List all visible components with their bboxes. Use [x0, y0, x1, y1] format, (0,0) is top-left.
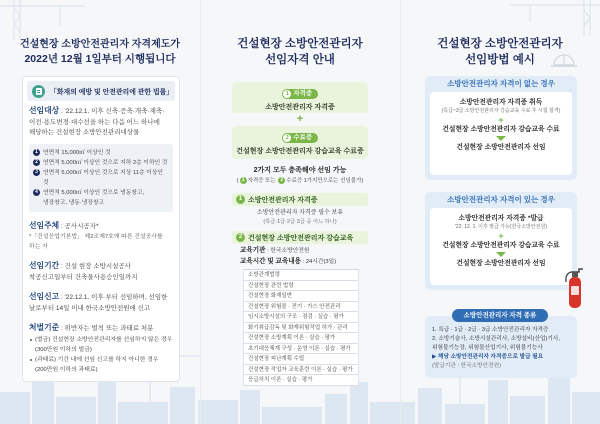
target-list: [29, 144, 173, 212]
left-title-line1: 건설현장 소방안전관리자 자격제도가: [19, 39, 181, 50]
regulation-content: [23, 101, 179, 375]
requirement-text: 소방안전관리자 자격증: [265, 104, 335, 111]
left-panel: [0, 0, 200, 424]
report-label: 선임신고: [29, 292, 60, 301]
requirement-tag-label: 수료증: [293, 134, 313, 141]
requirement-tag: [282, 89, 318, 99]
law-title: 「화재의 예방 및 안전관리에 관한 법률」: [50, 89, 174, 96]
note-number-2: 2: [278, 177, 285, 184]
report-text: : '22.12.1. 이후 부터 선임하며, 선임한 날로부터 14일 이내 한국소방안전원에 신고: [29, 294, 168, 312]
both-required-note: [200, 177, 400, 186]
requirement-certificate-box: [232, 82, 368, 113]
plus-sign: +: [498, 231, 504, 241]
table-row: 초기대응체계 구성 · 운영 이론 · 실습 · 평가: [244, 344, 358, 355]
section-title: 건설현장 소방안전관리자 강습교육: [248, 234, 354, 242]
target-paragraph: [29, 106, 173, 139]
requirement-tag: [282, 133, 318, 143]
list-item: [33, 158, 169, 168]
section-title: 소방안전관리자 자격증: [248, 196, 318, 204]
qualification-issuer: (발급기관 : 한국소방안전원): [432, 363, 501, 369]
table-row: 건설현장 위험물 · 전기 · 가스 안전관리: [244, 302, 358, 313]
item-text: 연면적 5,000㎡ 이상인 것으로 지하 2층 이하인 것: [43, 159, 168, 166]
middle-title-line1: 건설현장 소방안전관리자: [237, 38, 363, 50]
middle-title-line2: 선임자격 안내: [265, 54, 335, 66]
item-number-badge: 4: [33, 189, 40, 196]
regulation-box: [22, 76, 180, 382]
subject-label: 선임주체: [29, 220, 60, 230]
law-header: [27, 81, 175, 101]
target-text: : '22.12.1. 이후 신축·증축·개축·재축·이전·용도변경·대수선을 하는 다음 어느 하나에 해당하는 건설현장 소방안전관리대상물: [29, 108, 165, 136]
table-row: 건설현장 화재일반: [244, 291, 358, 302]
right-title-line2: 선임방법 예시: [465, 54, 535, 66]
subject-note: *「건설산업기본법」 제2조제7호에 따른 건설공사를 하는 자: [29, 234, 163, 250]
section-number: 1: [236, 195, 245, 204]
item-text: 연면적 15,000㎡ 이상인 것: [43, 149, 111, 156]
target-label: 선임대상: [29, 106, 60, 115]
item-number-badge: 2: [33, 159, 40, 166]
case-header: 소방안전관리자 자격이 있는 경우: [447, 195, 555, 204]
note-number-1: 1: [240, 177, 247, 184]
section-number: 2: [236, 233, 245, 242]
step-acquire-certificate: 소방안전관리자 자격증 취득: [459, 99, 543, 106]
education-hours: [240, 257, 370, 267]
requirement-number: 1: [283, 90, 291, 98]
qualification-types-box: [425, 316, 577, 378]
case-no-qualification: [425, 76, 577, 180]
case-header: 소방안전관리자 자격이 없는 경우: [447, 79, 555, 88]
fire-extinguisher-icon: [562, 266, 586, 310]
qualification-types-note: ▶ 해당 소방안전관리자 자격증으로 발급 필요: [432, 354, 544, 360]
qualification-types-title: 소방안전관리자 자격 종류: [452, 309, 548, 322]
penalty-fine-item: (벌금) 건설현장 소방안전관리자를 선임하지 않은 경우(300만원 이하의 벌금): [29, 335, 173, 355]
requirement-number: 2: [283, 134, 291, 142]
left-title-line2: 2022년 12월 1일부터 시행됩니다: [24, 53, 176, 65]
period-paragraph: [29, 261, 173, 283]
penalty-label: 처벌기준: [29, 323, 60, 332]
table-row: 임시소방시설의 구조 · 점검 · 실습 · 평가: [244, 312, 358, 323]
period-text: : 건설 현장 소방시설공사 착공신고일부터 건축물사용승인일까지: [29, 263, 138, 281]
list-item: [33, 148, 169, 158]
qualification-type-item: 2. 소방기술사, 소방시설관리사, 소방설비(산업)기사, 위험물기능장, 위험물산업기사, 위험물기능사: [432, 336, 560, 351]
plus-sign: +: [498, 115, 504, 125]
penalty-text: : 위반자는 벌칙 또는 과태료 처분: [59, 325, 154, 332]
institution-value: : 한국소방안전원: [265, 248, 310, 254]
note-part-2: 수료증 1가지만으로는 선임불가): [286, 178, 364, 184]
curriculum-table: [243, 269, 359, 386]
arrow-down-icon: [496, 252, 506, 257]
section-certificate-text: 소방안전관리자 자격증 필수 보유: [256, 210, 344, 216]
table-row: 응급처치 이론 · 실습 · 평가: [244, 375, 358, 386]
penalty-paragraph: [29, 323, 173, 335]
table-row: 건설현장 작업자 교육훈련 이론 · 실습 · 평가: [244, 365, 358, 376]
hard-hat-icon: [550, 52, 578, 68]
left-title: [0, 37, 200, 67]
case-steps: [430, 208, 572, 285]
middle-title: [200, 36, 400, 68]
step-complete-training: 건설현장 소방안전관리자 강습교육 수료: [442, 126, 560, 133]
arrow-down-icon: [496, 136, 506, 141]
section-training-heading: [232, 231, 368, 244]
case-has-qualification: [425, 192, 577, 290]
step-note: '22. 12. 1. 이후 발급 가능(한국소방안전원): [454, 224, 548, 230]
hours-value: : 24시간(3일): [301, 259, 337, 265]
subject-paragraph: [29, 221, 173, 233]
table-row: 건설현장 소방계획 이론 · 실습 · 평가: [244, 333, 358, 344]
item-text: 연면적 5,000㎡ 이상인 것으로 냉동창고, 냉장창고, 냉동·냉장창고: [43, 189, 145, 206]
step-appointment: 건설현장 소방안전관리자 선임: [456, 260, 546, 267]
item-number-badge: 1: [33, 149, 40, 156]
table-row: 화기취급감독 및 화재위험작업 허가 · 관리: [244, 323, 358, 334]
requirement-text: 건설현장 소방안전관리자 강습교육 수료증: [236, 148, 364, 155]
step-issue-certificate: 소방안전관리자 자격증 *발급: [458, 215, 544, 222]
case-steps: [430, 92, 572, 175]
note-open: (: [236, 178, 239, 184]
requirement-tag-label: 자격증: [293, 90, 313, 97]
table-row: 소방관계법령: [244, 270, 358, 281]
right-panel: [400, 0, 600, 424]
both-required-text: 2가지 모두 충족해야 선임 가능: [253, 167, 347, 174]
middle-panel: [200, 0, 400, 424]
note-part-1: 자격증 또는: [247, 178, 276, 184]
report-paragraph: [29, 292, 173, 314]
step-note: (특급~3급 소방안전관리자 강습교육 수료 후 시험 합격): [441, 108, 561, 114]
law-book-icon: [32, 85, 45, 98]
list-item: [33, 168, 169, 188]
list-item: [33, 188, 169, 208]
table-row: 건설현장 관련 법령: [244, 281, 358, 292]
step-complete-training: 건설현장 소방안전관리자 강습교육 수료: [442, 242, 560, 249]
item-text: 연면적 5,000㎡ 이상인 것으로 지상 11층 이상인 것: [43, 169, 163, 186]
plus-sign: +: [296, 113, 304, 125]
education-institution: [240, 246, 370, 256]
institution-label: 교육기관: [240, 247, 266, 254]
requirement-completion-box: [232, 126, 368, 159]
item-number-badge: 3: [33, 169, 40, 176]
table-row: 건설현장 피난계획 수립: [244, 354, 358, 365]
section-certificate-sub: (특급·1급·2급·3급 중 어느 하나): [263, 219, 337, 225]
right-title-line1: 건설현장 소방안전관리자: [437, 38, 563, 50]
subject-text: : 공사시공자*: [59, 222, 99, 230]
step-appointment: 건설현장 소방안전관리자 선임: [456, 144, 546, 151]
qualification-type-item: 1. 특급 · 1급 · 2급 · 3급 소방안전관리자 자격증: [432, 327, 549, 333]
hours-label: 교육시간 및 교육내용: [240, 258, 301, 265]
section-certificate-heading: [232, 193, 368, 206]
penalty-fee-item: (과태료) 기간 내에 선임 신고를 하지 아니한 경우(200만원 이하의 과태료): [29, 355, 173, 375]
period-label: 선임기간: [29, 261, 60, 270]
